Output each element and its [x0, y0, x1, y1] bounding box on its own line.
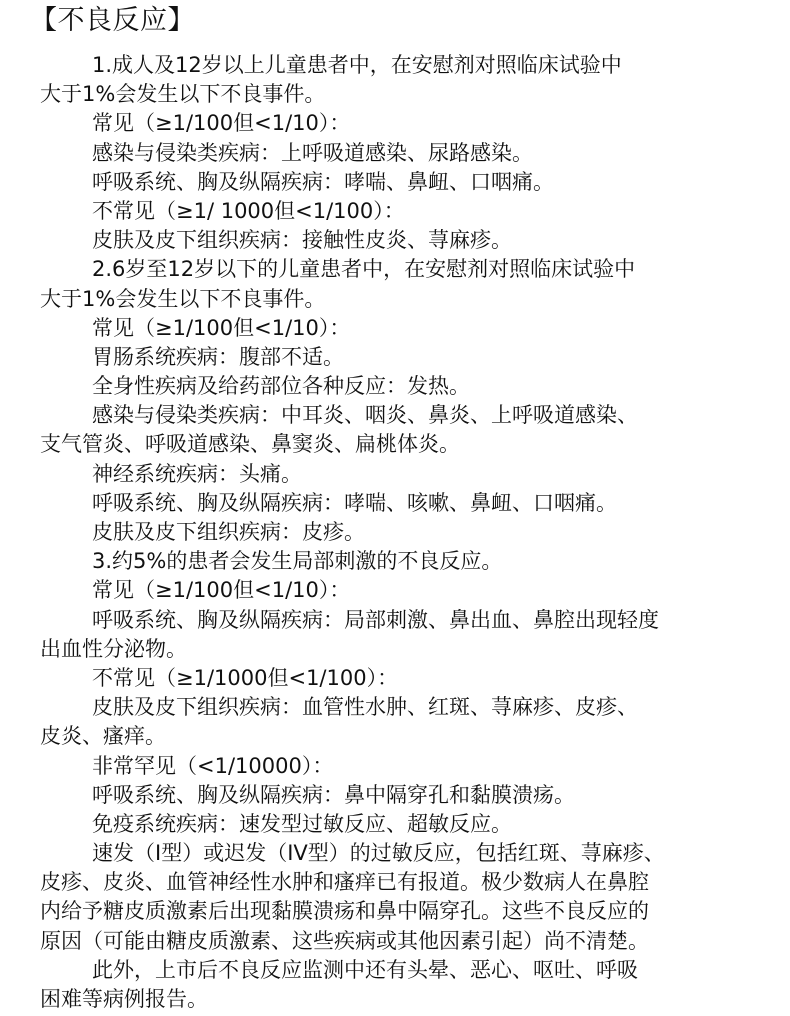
text-line: 皮炎、瘙痒。 — [40, 724, 166, 749]
text-line: 免疫系统疾病：速发型过敏反应、超敏反应。 — [92, 811, 512, 836]
text-line: 此外，上市后不良反应监测中还有头晕、恶心、呕吐、呼吸 — [92, 957, 638, 982]
text-line: 大于1%会发生以下不良事件。 — [40, 286, 326, 311]
text-line: 呼吸系统、胸及纵隔疾病：鼻中隔穿孔和黏膜溃疡。 — [92, 782, 575, 807]
text-line: 1.成人及12岁以上儿童患者中，在安慰剂对照临床试验中 — [92, 53, 622, 77]
text-line: 呼吸系统、胸及纵隔疾病：哮喘、鼻衄、口咽痛。 — [92, 169, 554, 194]
text-line: 3.约5%的患者会发生局部刺激的不良反应。 — [92, 549, 503, 574]
text-line: 内给予糖皮质激素后出现黏膜溃疡和鼻中隔穿孔。这些不良反应的 — [40, 899, 649, 924]
text-line: 常见（≥1/100但<1/10）： — [92, 315, 351, 340]
text-line: 不常见（≥1/ 1000但<1/100）： — [92, 198, 405, 223]
text-line: 皮肤及皮下组织疾病：接触性皮炎、荨麻疹。 — [92, 228, 512, 253]
text-line: 速发（I型）或迟发（IV型）的过敏反应，包括红斑、荨麻疹、 — [92, 841, 665, 866]
text-line: 常见（≥1/100但<1/10）： — [92, 578, 351, 603]
text-line: 皮肤及皮下组织疾病：皮疹。 — [92, 520, 365, 544]
text-line: 胃肠系统疾病：腹部不适。 — [92, 344, 344, 369]
text-line: 皮肤及皮下组织疾病：血管性水肿、红斑、荨麻疹、皮疹、 — [92, 695, 638, 720]
text-line: 非常罕见（<1/10000）： — [92, 753, 334, 778]
text-line: 感染与侵染类疾病：上呼吸道感染、尿路感染。 — [92, 140, 533, 165]
text-line: 支气管炎、呼吸道感染、鼻窦炎、扁桃体炎。 — [40, 432, 460, 457]
text-line: 出血性分泌物。 — [40, 636, 187, 661]
text-line: 大于1%会发生以下不良事件。 — [40, 82, 326, 107]
text-line: 呼吸系统、胸及纵隔疾病：哮喘、咳嗽、鼻衄、口咽痛。 — [92, 490, 617, 515]
text-line: 神经系统疾病：头痛。 — [92, 461, 302, 486]
text-line: 困难等病例报告。 — [40, 987, 208, 1011]
text-line: 不常见（≥1/1000但<1/100）： — [92, 665, 399, 690]
text-line: 皮疹、皮炎、血管神经性水肿和瘙痒已有报道。极少数病人在鼻腔 — [40, 870, 649, 895]
adverse-reactions-body — [40, 51, 780, 1014]
text-line: 全身性疾病及给药部位各种反应：发热。 — [92, 374, 470, 399]
text-line: 原因（可能由糖皮质激素、这些疾病或其他因素引起）尚不清楚。 — [40, 928, 649, 953]
text-line: 2.6岁至12岁以下的儿童患者中，在安慰剂对照临床试验中 — [92, 257, 636, 282]
section-title: 【不良反应】 — [30, 5, 195, 36]
text-line: 感染与侵染类疾病：中耳炎、咽炎、鼻炎、上呼吸道感染、 — [92, 403, 638, 428]
text-line: 常见（≥1/100但<1/10）： — [92, 111, 351, 136]
text-line: 呼吸系统、胸及纵隔疾病：局部刺激、鼻出血、鼻腔出现轻度 — [92, 607, 659, 632]
